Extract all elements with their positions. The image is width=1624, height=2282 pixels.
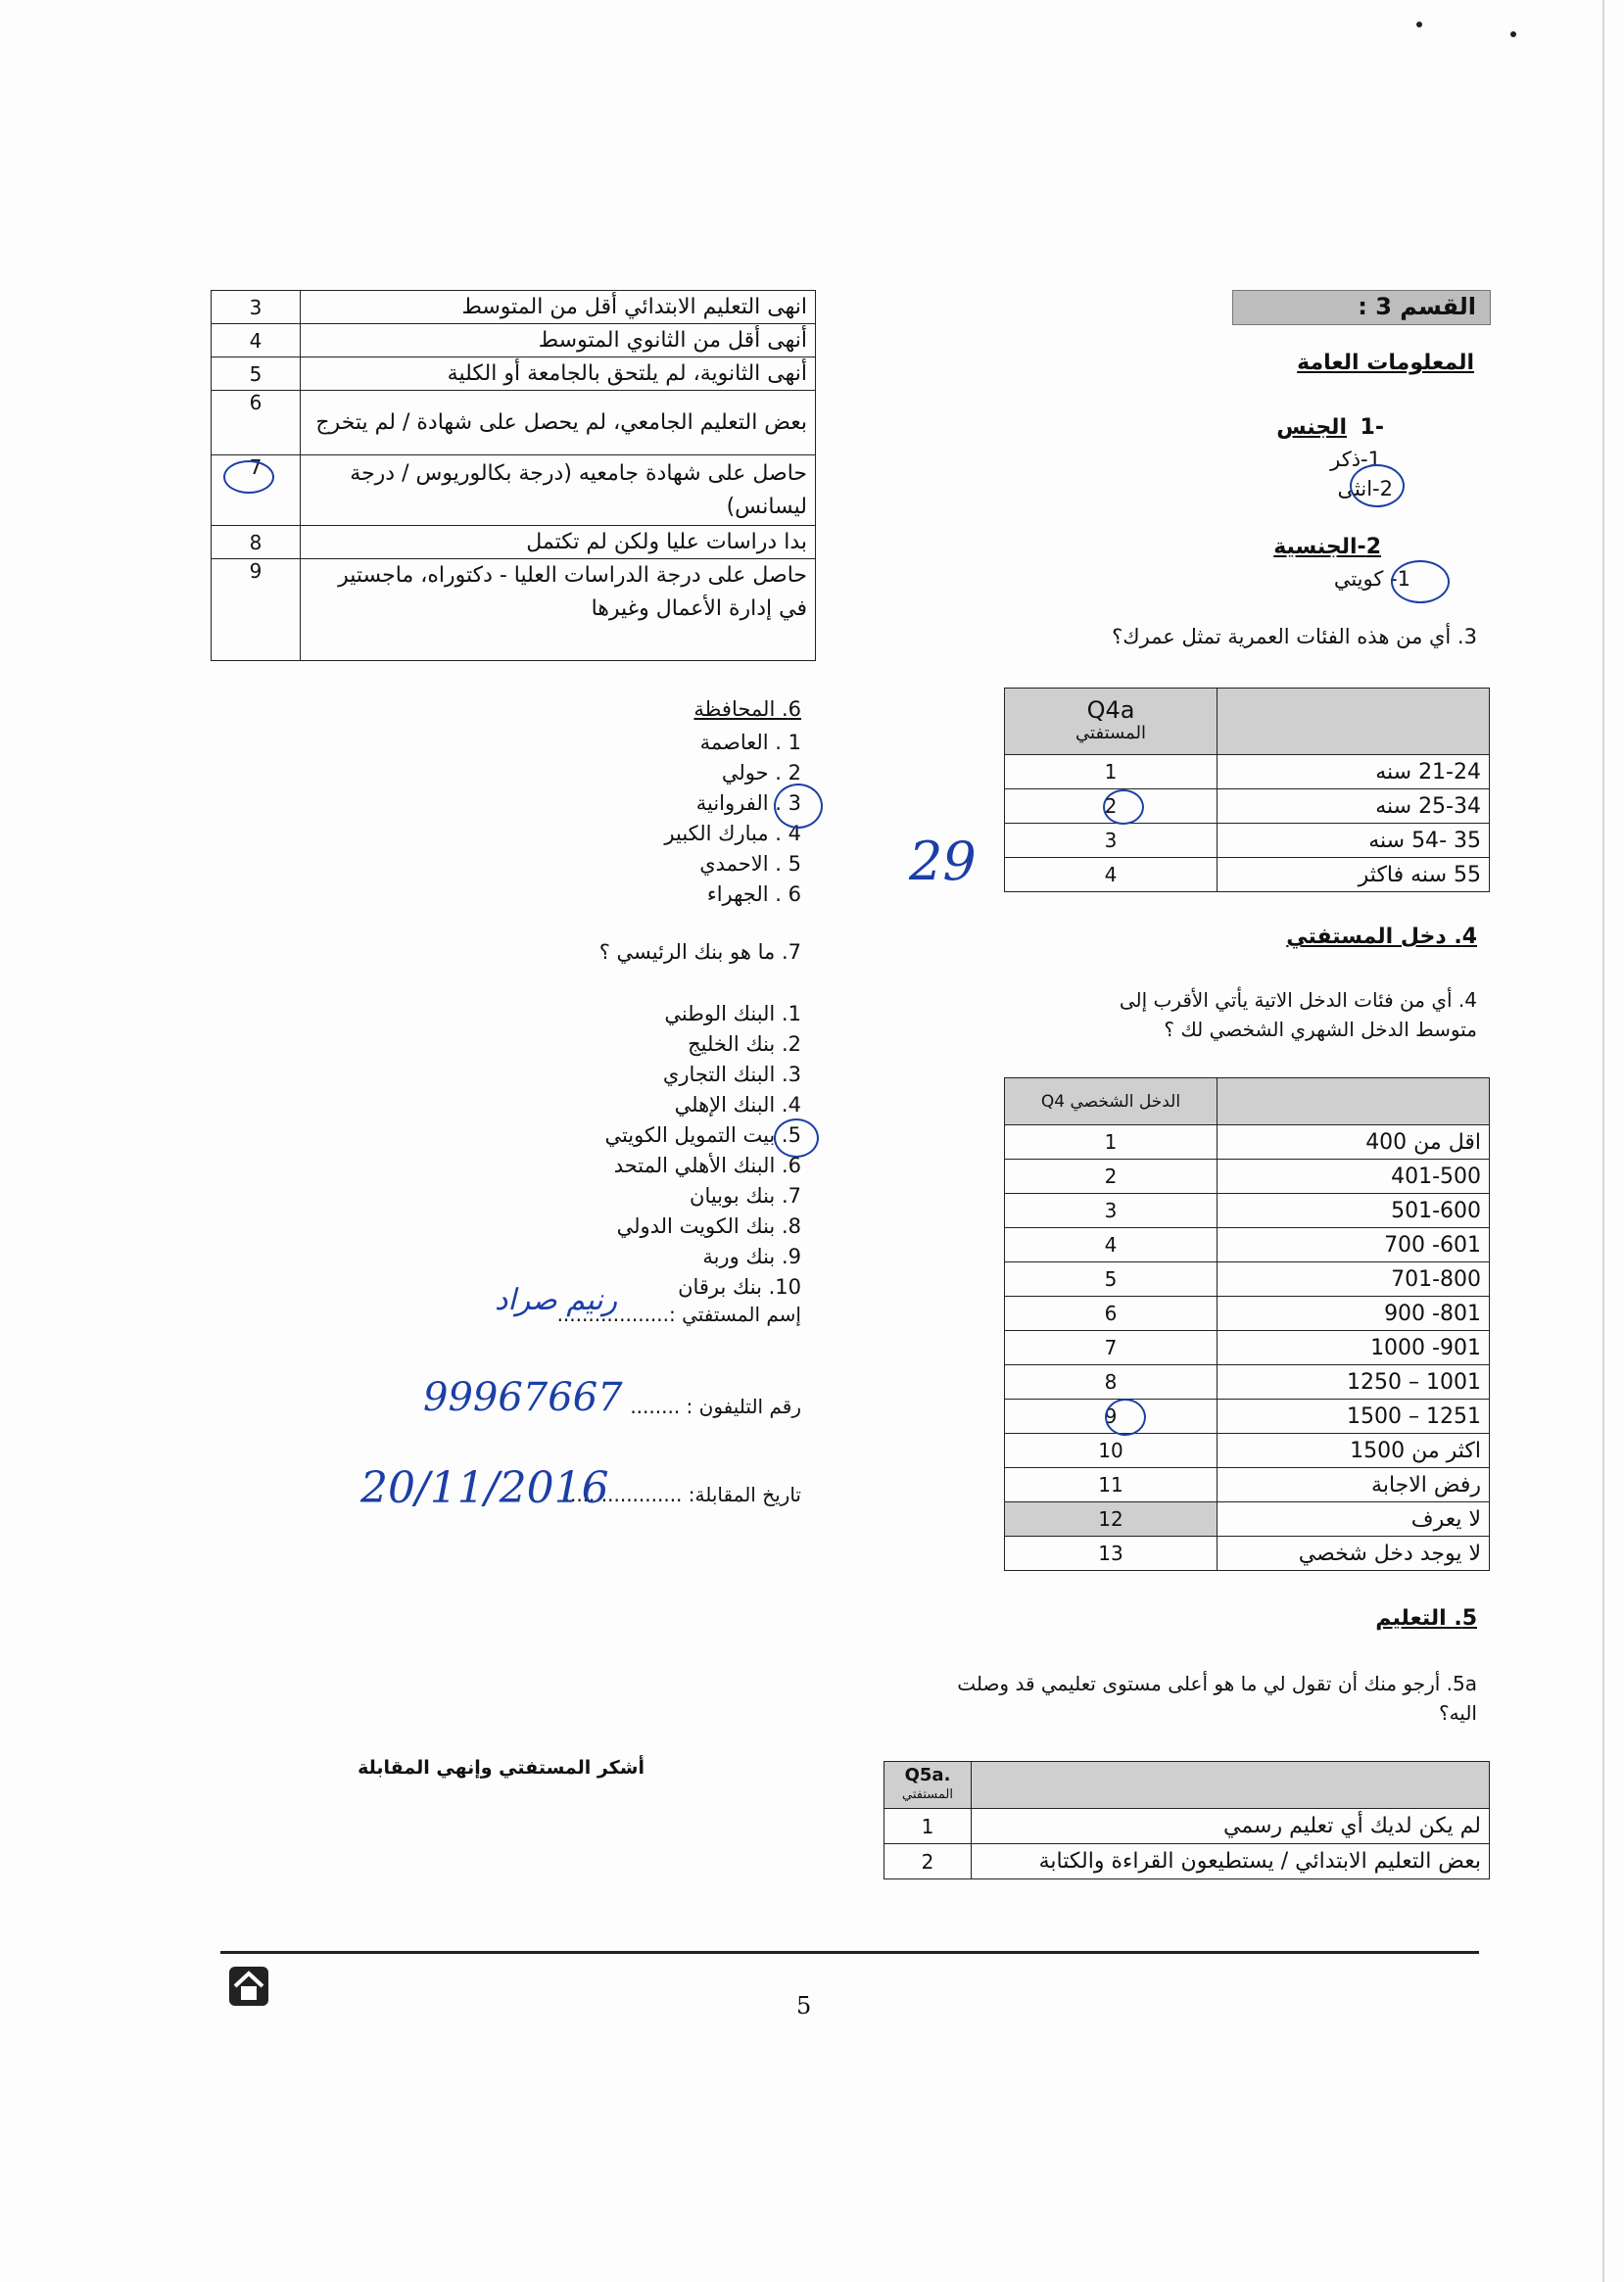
page-number: 5 <box>796 1992 812 2020</box>
governorate-option: 5 . الاحمدي <box>699 852 801 876</box>
income-row <box>1005 1400 1490 1434</box>
income-code: 9 <box>1005 1400 1218 1434</box>
governorate-option: 4 . مبارك الكبير <box>664 822 801 845</box>
education-header-respondent: المستفتي <box>902 1786 953 1802</box>
governorate-option: 3 . الفروانية <box>695 791 801 815</box>
governorate-option: 2 . حولي <box>721 761 801 784</box>
nationality-option-1: 1- كويتي <box>1333 567 1410 591</box>
bank-option: 7. بنك بوبيان <box>690 1184 801 1208</box>
age-row <box>1005 789 1490 824</box>
education-row <box>212 291 816 324</box>
age-header-code: Q4a <box>1086 695 1135 724</box>
bank-question: 7. ما هو بنك الرئيسي ؟ <box>598 940 801 964</box>
income-label: اقل من 400 <box>1218 1125 1490 1160</box>
bank-option: 8. بنك الكويت الدولي <box>616 1214 801 1238</box>
bank-option: 4. البنك الإهلي <box>674 1093 801 1117</box>
age-row <box>1005 755 1490 789</box>
education-code: 9 <box>212 559 301 661</box>
age-header-respondent: المستفتي <box>1075 722 1146 743</box>
bank-option: 6. البنك الأهلي المتحد <box>613 1154 801 1177</box>
education-header-code <box>884 1762 972 1809</box>
education-code: 8 <box>212 526 301 559</box>
income-code: 3 <box>1005 1194 1218 1228</box>
education-code: 4 <box>212 324 301 357</box>
income-code: 5 <box>1005 1262 1218 1297</box>
income-row <box>1005 1194 1490 1228</box>
education-row <box>212 357 816 391</box>
gender-option-1: 1-ذكر <box>1330 448 1381 471</box>
education-title: 5. التعليم <box>1375 1606 1477 1631</box>
income-label: اكثر من 1500 <box>1218 1434 1490 1468</box>
bank-option: 5. بيت التمويل الكويتي <box>604 1123 801 1147</box>
interview-date-label: تاريخ المقابلة: ................... <box>563 1483 801 1506</box>
footer-rule <box>220 1951 1479 1954</box>
education-label: حاصل على شهادة جامعيه (درجة بكالوريوس / درجة ليسانس) <box>301 455 816 526</box>
education-code: 6 <box>212 391 301 455</box>
income-row <box>1005 1502 1490 1537</box>
income-label: لا يوجد دخل شخصي <box>1218 1537 1490 1571</box>
income-label: رفض الاجابة <box>1218 1468 1490 1502</box>
gender-option-2: 2-انثى <box>1337 477 1393 500</box>
gender-number: -1 <box>1360 415 1384 440</box>
income-title: 4. دخل المستفتي <box>1286 925 1477 949</box>
income-label: 601- 700 <box>1218 1228 1490 1262</box>
education-header-q: Q5a. <box>904 1764 951 1785</box>
income-code: 2 <box>1005 1160 1218 1194</box>
phone-label: رقم التليفون : ........ <box>630 1395 801 1418</box>
age-row <box>1005 858 1490 892</box>
income-code: 7 <box>1005 1331 1218 1365</box>
footer-logo <box>227 1965 270 2008</box>
income-label: لا يعرف <box>1218 1502 1490 1537</box>
education-label: أنهى الثانوية، لم يلتحق بالجامعة أو الكلية <box>301 357 816 391</box>
bank-option: 1. البنك الوطني <box>664 1002 801 1025</box>
closing-text: أشكر المستفتي وإنهي المقابلة <box>358 1757 645 1779</box>
age-label: 35 -54 سنه <box>1218 824 1490 858</box>
interview-date-handwritten: 20/11/2016 <box>360 1463 609 1513</box>
education-row <box>884 1844 1490 1879</box>
education-code: 2 <box>884 1844 972 1879</box>
income-question: 4. أي من فئات الدخل الاتية يأتي الأقرب إلى متوسط الدخل الشهري الشخصي لك ؟ <box>1119 988 1477 1041</box>
general-info-heading: المعلومات العامة <box>1297 351 1474 375</box>
section-header <box>1232 290 1491 325</box>
age-code: 1 <box>1005 755 1218 789</box>
bank-option: 9. بنك وربة <box>702 1245 801 1268</box>
income-row <box>1005 1125 1490 1160</box>
respondent-name-label: إسم المستفتي :.................. <box>556 1303 801 1326</box>
income-row <box>1005 1468 1490 1502</box>
education-row <box>884 1809 1490 1844</box>
age-table <box>1004 688 1490 892</box>
income-header: Q4 الدخل الشخصي <box>1005 1078 1218 1125</box>
income-header-blank <box>1218 1078 1490 1125</box>
bank-option: 10. بنك برقان <box>678 1275 801 1299</box>
income-label: 801- 900 <box>1218 1297 1490 1331</box>
scan-dot <box>1416 22 1422 27</box>
income-code: 10 <box>1005 1434 1218 1468</box>
income-table <box>1004 1077 1490 1571</box>
logo-icon <box>227 1965 270 2008</box>
education-header-blank <box>972 1762 1490 1809</box>
handwritten-age: 29 <box>909 831 977 892</box>
age-code: 3 <box>1005 824 1218 858</box>
education-row <box>212 455 816 526</box>
age-table-header-code <box>1005 689 1218 755</box>
income-row <box>1005 1160 1490 1194</box>
education-code: 7 <box>212 455 301 526</box>
bank-option: 3. البنك التجاري <box>662 1063 801 1086</box>
gender-title: الجنس <box>1276 415 1347 440</box>
income-row <box>1005 1365 1490 1400</box>
bank-option: 2. بنك الخليج <box>688 1032 801 1056</box>
education-label: انهى التعليم الابتدائي أقل من المتوسط <box>301 291 816 324</box>
income-row <box>1005 1228 1490 1262</box>
income-label: 1001 – 1250 <box>1218 1365 1490 1400</box>
education-label: أنهى أقل من الثانوي المتوسط <box>301 324 816 357</box>
income-row <box>1005 1434 1490 1468</box>
section-title: القسم 3 : <box>1358 293 1476 320</box>
income-row <box>1005 1331 1490 1365</box>
education-question: 5a. أرجو منك أن تقول لي ما هو أعلى مستوى تعليمي قد وصلت اليه؟ <box>957 1672 1477 1725</box>
age-label: 55 سنه فاكثر <box>1218 858 1490 892</box>
gender-question <box>1361 415 1384 440</box>
age-label: 21-24 سنه <box>1218 755 1490 789</box>
education-code: 3 <box>212 291 301 324</box>
income-code: 12 <box>1005 1502 1218 1537</box>
education-code: 1 <box>884 1809 972 1844</box>
age-question: 3. أي من هذه الفئات العمرية تمثل عمرك؟ <box>1112 625 1477 648</box>
education-row <box>212 391 816 455</box>
education-label: حاصل على درجة الدراسات العليا - دكتوراه، ماجستير في إدارة الأعمال وغيرها <box>301 559 816 661</box>
phone-handwritten: 99967667 <box>423 1375 623 1420</box>
education-continued-table <box>211 290 816 661</box>
respondent-name-handwritten: رنيم صراد <box>495 1283 618 1317</box>
income-code: 11 <box>1005 1468 1218 1502</box>
education-row <box>212 324 816 357</box>
income-label: 501-600 <box>1218 1194 1490 1228</box>
education-row <box>212 526 816 559</box>
income-label: 901- 1000 <box>1218 1331 1490 1365</box>
scan-dot <box>1510 31 1516 37</box>
education-label: لم يكن لديك أي تعليم رسمي <box>972 1809 1490 1844</box>
age-table-header-blank <box>1218 689 1490 755</box>
income-row <box>1005 1297 1490 1331</box>
income-label: 401-500 <box>1218 1160 1490 1194</box>
income-label: 1251 – 1500 <box>1218 1400 1490 1434</box>
education-label: بدا دراسات عليا ولكن لم تكتمل <box>301 526 816 559</box>
age-code: 2 <box>1005 789 1218 824</box>
income-label: 701-800 <box>1218 1262 1490 1297</box>
income-row <box>1005 1262 1490 1297</box>
education-table <box>884 1761 1490 1879</box>
age-row <box>1005 824 1490 858</box>
income-code: 4 <box>1005 1228 1218 1262</box>
income-code: 13 <box>1005 1537 1218 1571</box>
income-code: 8 <box>1005 1365 1218 1400</box>
governorate-option: 1 . العاصمة <box>699 731 801 754</box>
income-code: 1 <box>1005 1125 1218 1160</box>
education-label: بعض التعليم الابتدائي / يستطيعون القراءة والكتابة <box>972 1844 1490 1879</box>
age-code: 4 <box>1005 858 1218 892</box>
nationality-title: 2-الجنسية <box>1273 535 1381 559</box>
governorate-option: 6 . الجهراء <box>706 882 801 906</box>
scan-edge <box>1602 0 1604 2282</box>
income-code: 6 <box>1005 1297 1218 1331</box>
education-code: 5 <box>212 357 301 391</box>
age-label: 25-34 سنه <box>1218 789 1490 824</box>
education-row <box>212 559 816 661</box>
governorate-title: 6. المحافظة <box>693 697 801 721</box>
income-row <box>1005 1537 1490 1571</box>
education-label: بعض التعليم الجامعي، لم يحصل على شهادة / لم يتخرج <box>301 391 816 455</box>
